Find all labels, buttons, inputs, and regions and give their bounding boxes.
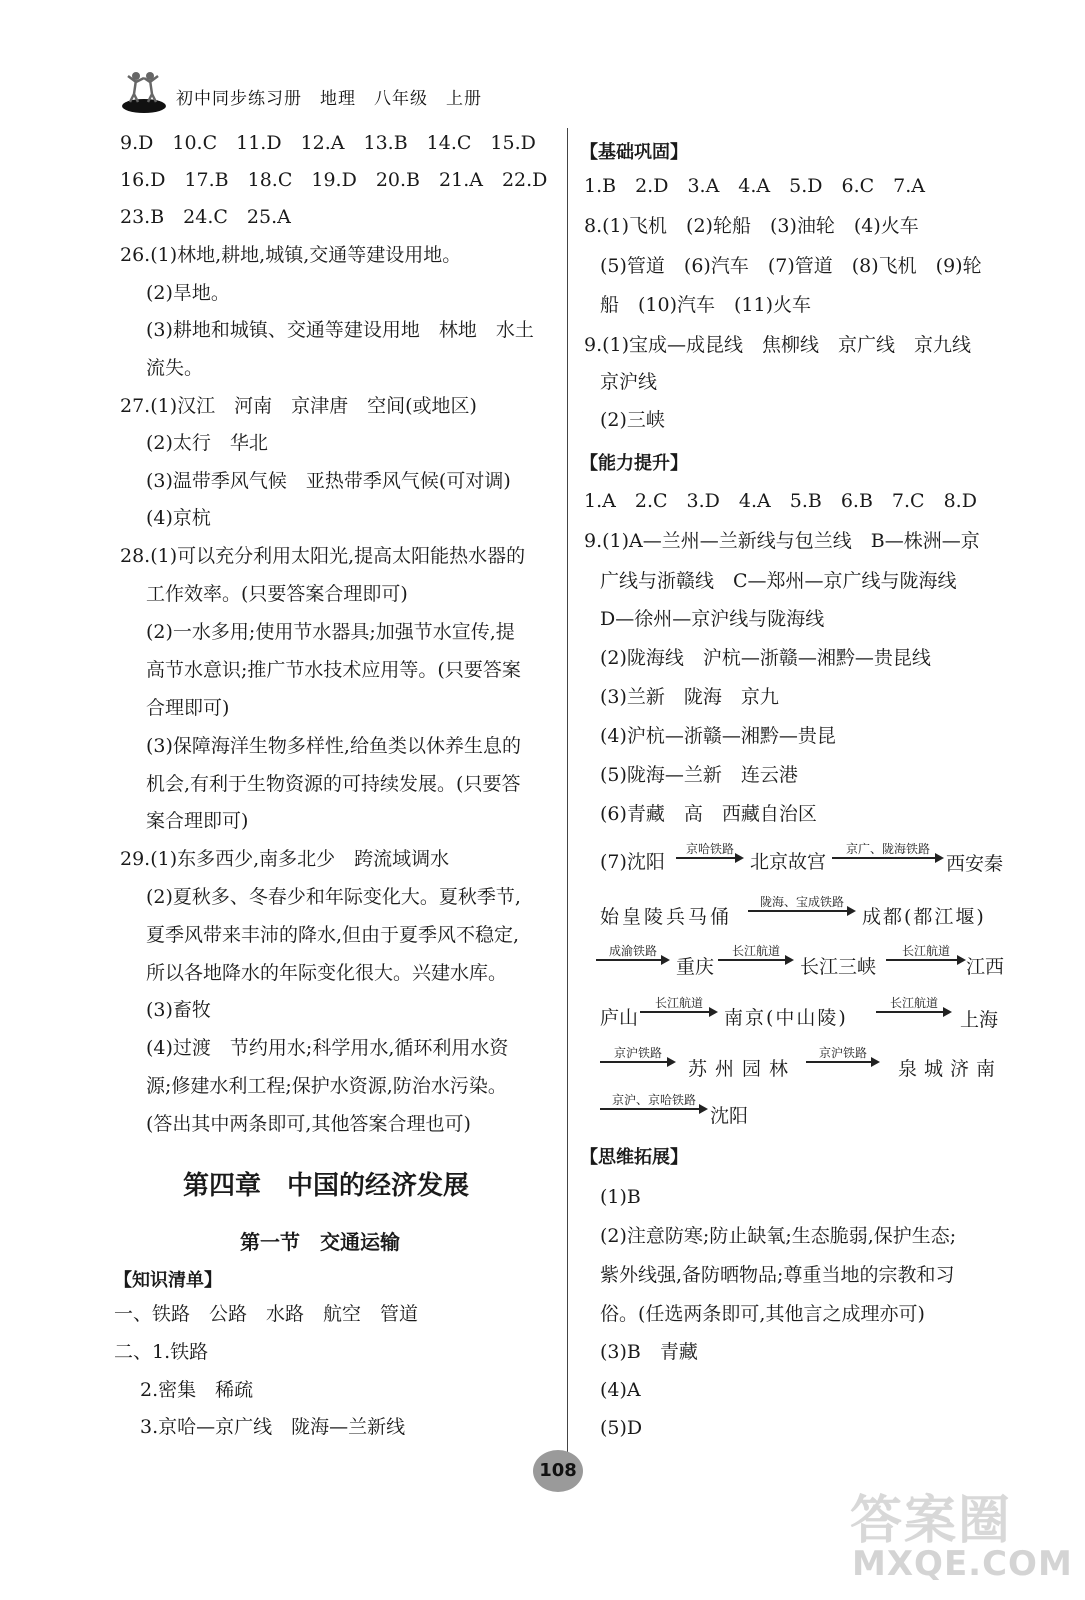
answer-line: 23.B 24.C 25.A xyxy=(120,206,291,228)
answer-line: (2)夏秋多、冬春少和年际变化大。夏秋季节, xyxy=(146,886,521,908)
answer-line: 1.A 2.C 3.D 4.A 5.B 6.B 7.C 8.D xyxy=(584,490,977,512)
route-arrow xyxy=(886,945,966,965)
answer-line: 1.B 2.D 3.A 4.A 5.D 6.C 7.A xyxy=(584,175,926,197)
thinking-header: 【思维拓展】 xyxy=(580,1147,688,1168)
route-place: 始皇陵兵马俑 xyxy=(600,906,733,928)
answer-line: 8.(1)飞机 (2)轮船 (3)油轮 (4)火车 xyxy=(584,215,919,237)
route-arrow xyxy=(600,1094,708,1114)
answer-line: (3)温带季风气候 亚热带季风气候(可对调) xyxy=(146,470,511,492)
answer-line: (答出其中两条即可,其他答案合理也可) xyxy=(146,1113,471,1135)
answer-line: (4)京杭 xyxy=(146,507,211,529)
answer-line: 26.(1)林地,耕地,城镇,交通等建设用地。 xyxy=(120,244,462,266)
answer-line: (6)青藏 高 西藏自治区 xyxy=(600,803,817,825)
answer-line: (5)陇海—兰新 连云港 xyxy=(600,764,798,786)
answer-line: (2)三峡 xyxy=(600,409,665,431)
answer-line: 广线与浙赣线 C—郑州—京广线与陇海线 xyxy=(600,570,957,592)
answer-line: 9.D 10.C 11.D 12.A 13.B 14.C 15.D xyxy=(120,132,536,154)
route-arrow-label: 长江航道 xyxy=(731,944,780,958)
route-place: 西安秦 xyxy=(946,853,1004,875)
route-place: 重庆 xyxy=(676,956,715,978)
route-arrow xyxy=(748,896,856,916)
answer-line: D—徐州—京沪线与陇海线 xyxy=(600,608,825,630)
answer-line: (5)管道 (6)汽车 (7)管道 (8)飞机 (9)轮 xyxy=(600,255,982,277)
route-arrow-label: 京沪、京哈铁路 xyxy=(611,1093,696,1107)
answer-line: 紫外线强,备防晒物品;尊重当地的宗教和习 xyxy=(600,1264,955,1286)
route-arrow-label: 京沪铁路 xyxy=(818,1046,867,1060)
chapter-title: 第四章 中国的经济发展 xyxy=(183,1171,470,1201)
knowledge-line: 二、1.铁路 xyxy=(114,1341,209,1363)
answer-line: 9.(1)宝成—成昆线 焦柳线 京广线 京九线 xyxy=(584,334,972,356)
ability-header: 【能力提升】 xyxy=(580,453,688,474)
answer-line: (2)一水多用;使用节水器具;加强节水宣传,提 xyxy=(146,621,515,643)
route-place: 江西 xyxy=(966,956,1005,978)
answer-line: (3)畜牧 xyxy=(146,999,211,1021)
route-place: 苏州园林 xyxy=(688,1058,797,1080)
answer-line: (2)陇海线 沪杭—浙赣—湘黔—贵昆线 xyxy=(600,647,931,669)
answer-line: (2)注意防寒;防止缺氧;生态脆弱,保护生态; xyxy=(600,1225,957,1247)
answer-line: 9.(1)A—兰州—兰新线与包兰线 B—株洲—京 xyxy=(584,530,980,552)
route-place: 成都(都江堰) xyxy=(862,906,986,928)
route-place: 泉城济南 xyxy=(898,1058,1003,1080)
route-arrow-label: 京哈铁路 xyxy=(685,842,734,856)
answer-line: 案合理即可) xyxy=(146,810,249,832)
route-place: (7)沈阳 xyxy=(600,851,665,873)
page-number: 108 xyxy=(533,1450,583,1492)
logo-icon xyxy=(120,68,168,114)
route-arrow xyxy=(600,1047,676,1067)
knowledge-line: 3.京哈—京广线 陇海—兰新线 xyxy=(140,1416,406,1438)
route-place: 沈阳 xyxy=(710,1105,749,1127)
route-arrow-label: 陇海、宝成铁路 xyxy=(759,895,844,909)
answer-line: 29.(1)东多西少,南多北少 跨流域调水 xyxy=(120,848,450,870)
answer-line: 所以各地降水的年际变化很大。兴建水库。 xyxy=(146,962,508,984)
answer-line: (4)沪杭—浙赣—湘黔—贵昆 xyxy=(600,725,836,747)
route-place: 长江三峡 xyxy=(800,956,877,978)
basic-header: 【基础巩固】 xyxy=(580,142,688,163)
answer-line: 夏季风带来丰沛的降水,但由于夏季风不稳定, xyxy=(146,924,520,946)
answer-line: (3)保障海洋生物多样性,给鱼类以休养生息的 xyxy=(146,735,521,757)
column-divider xyxy=(567,128,568,1453)
route-arrow xyxy=(832,843,944,863)
answer-line: 船 (10)汽车 (11)火车 xyxy=(600,294,812,316)
knowledge-header: 【知识清单】 xyxy=(114,1270,222,1291)
watermark-url: MXQE.COM xyxy=(852,1544,1073,1584)
answer-line: 28.(1)可以充分利用太阳光,提高太阳能热水器的 xyxy=(120,545,526,567)
answer-line: (2)太行 华北 xyxy=(146,432,268,454)
route-arrow xyxy=(806,1047,880,1067)
knowledge-line: 一、铁路 公路 水路 航空 管道 xyxy=(114,1303,419,1325)
answer-line: 工作效率。(只要答案合理即可) xyxy=(146,583,408,605)
route-place: 北京故宫 xyxy=(750,851,827,873)
answer-line: 27.(1)汉江 河南 京津唐 空间(或地区) xyxy=(120,395,477,417)
answer-line: (3)兰新 陇海 京九 xyxy=(600,686,779,708)
route-arrow-label: 长江航道 xyxy=(889,996,938,1010)
route-arrow xyxy=(596,945,670,965)
answer-line: 俗。(任选两条即可,其他言之成理亦可) xyxy=(600,1303,925,1325)
route-arrow xyxy=(876,997,952,1017)
route-arrow xyxy=(676,843,744,863)
route-arrow-label: 长江航道 xyxy=(654,996,703,1010)
answer-line: (3)耕地和城镇、交通等建设用地 林地 水土 xyxy=(146,319,534,341)
answer-line: 机会,有利于生物资源的可持续发展。(只要答 xyxy=(146,773,521,795)
answer-line: (1)B xyxy=(600,1186,641,1208)
page-header xyxy=(120,68,540,118)
route-arrow xyxy=(640,997,718,1017)
answer-line: (3)B 青藏 xyxy=(600,1341,698,1363)
watermark-logo-text: 答案圈 xyxy=(850,1491,1013,1551)
route-place: 南京(中山陵) xyxy=(724,1007,848,1029)
route-arrow-label: 京广、陇海铁路 xyxy=(845,842,930,856)
header-title: 初中同步练习册 地理 八年级 上册 xyxy=(176,89,482,109)
answer-line: (4)过渡 节约用水;科学用水,循环利用水资 xyxy=(146,1037,509,1059)
answer-line: 京沪线 xyxy=(600,371,658,393)
route-place: 上海 xyxy=(960,1009,999,1031)
answer-line: 16.D 17.B 18.C 19.D 20.B 21.A 22.D xyxy=(120,169,548,191)
answer-line: 合理即可) xyxy=(146,697,230,719)
route-place: 庐山 xyxy=(600,1007,639,1029)
watermark xyxy=(850,1478,1073,1588)
answer-line: 源;修建水利工程;保护水资源,防治水污染。 xyxy=(146,1075,507,1097)
route-arrow-label: 成渝铁路 xyxy=(608,944,657,958)
answer-line: 高节水意识;推广节水技术应用等。(只要答案 xyxy=(146,659,521,681)
answer-line: (2)旱地。 xyxy=(146,282,230,304)
route-arrow-label: 京沪铁路 xyxy=(613,1046,662,1060)
knowledge-line: 2.密集 稀疏 xyxy=(140,1379,254,1401)
answer-line: (5)D xyxy=(600,1417,643,1439)
answer-line: 流失。 xyxy=(146,357,204,379)
section-title: 第一节 交通运输 xyxy=(240,1230,400,1254)
route-arrow-label: 长江航道 xyxy=(901,944,950,958)
route-arrow xyxy=(718,945,794,965)
answer-line: (4)A xyxy=(600,1379,641,1401)
